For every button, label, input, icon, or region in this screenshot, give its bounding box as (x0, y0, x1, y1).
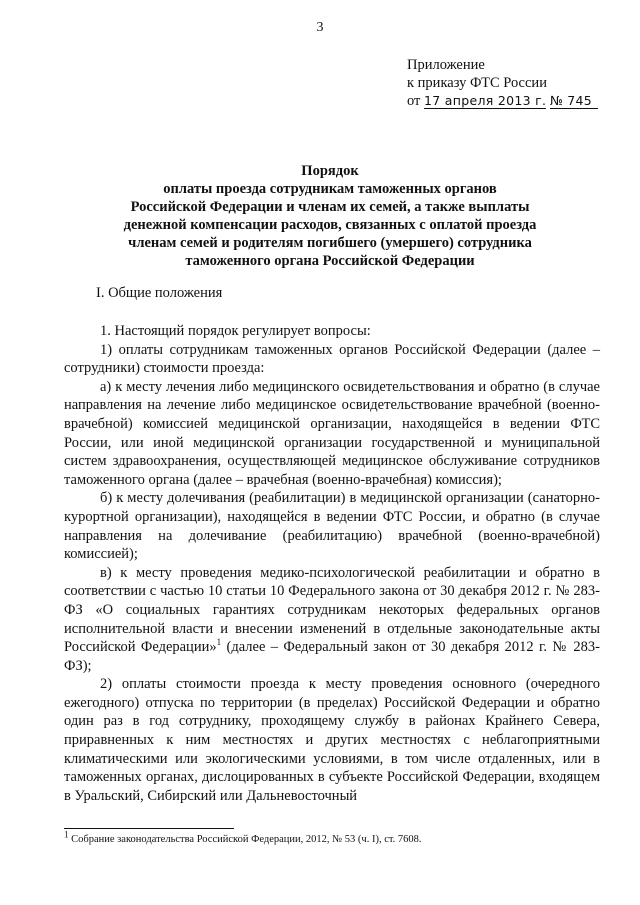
footnote-divider (64, 828, 234, 829)
footnote-marker: 1 (64, 829, 69, 840)
title-line: Порядок (301, 163, 359, 179)
title-line: оплаты проезда сотрудникам таможенных органов (163, 181, 497, 197)
paragraph: 2) оплаты стоимости проезда к месту проведения основного (очередного ежегодного) отпуска по территории (в пределах) Российской Федерации и обратно один раз в год сотруднику, проходящему службу в районах Крайнего Севера, приравненных к ним местностях и других местностях с неблагоприятными климатическими или экологическими условиями, в том числе отдаленных, или в таможенных органах, дислоцированных в субъекте Российской Федерации, входящем в Уральский, Сибирский или Дальневосточный (64, 676, 600, 804)
appendix-block (407, 56, 598, 110)
footnote-reference[interactable]: 1 (216, 637, 222, 648)
paragraph (64, 564, 600, 676)
title-line: членам семей и родителям погибшего (умершего) сотрудника (128, 235, 532, 251)
document-body (64, 322, 600, 805)
paragraph: б) к месту долечивания (реабилитации) в медицинской организации (санаторно-курортной организации), находящейся в ведении ФТС России, и обратно (в случае направления на долечивание (реабилитацию) врачебной (военно-врачебной) комиссией); (64, 490, 600, 563)
title-line: таможенного органа Российской Федерации (185, 253, 475, 269)
appendix-label: Приложение (407, 57, 485, 73)
paragraph-text: в) к месту проведения медико-психологической реабилитации и обратно в соответствии с частью 10 статьи 10 Федерального закона от 30 декабря 2012 г. № 283-ФЗ «О социальных гарантиях сотрудникам некоторых федеральных органов исполнительной власти и внесении изменений в отдельные законодательные акты Российской Федерации» (64, 564, 600, 656)
appendix-number: 745 (563, 93, 598, 109)
title-line: денежной компенсации расходов, связанных с оплатой проезда (123, 217, 537, 233)
paragraph: 1. Настоящий порядок регулирует вопросы: (100, 323, 371, 339)
appendix-date-line (407, 92, 598, 110)
paragraph: 1) оплаты сотрудникам таможенных органов Российской Федерации (далее – сотрудники) стоимости проезда: (64, 341, 600, 377)
title-line: Российской Федерации и членам их семей, а также выплаты (130, 199, 530, 215)
page-number: 3 (316, 20, 324, 35)
appendix-date-prefix: от (407, 93, 421, 109)
section-heading: I. Общие положения (96, 285, 223, 301)
document-title (90, 162, 570, 270)
paragraph: а) к месту лечения либо медицинского освидетельствования и обратно (в случае направления на лечение либо медицинское освидетельствование врачебной (военно-врачебной) комиссией медицинской организации, находящейся в ведении ФТС России, или иной медицинской организации государственной и муниципальной систем здравоохранения, осуществляющей медицинское обслуживание сотрудников таможенного органа (далее – врачебная (военно-врачебная) комиссия); (64, 378, 600, 488)
appendix-order-ref: к приказу ФТС России (407, 75, 547, 91)
footnote (64, 829, 422, 845)
appendix-date: 17 апреля 2013 г. (424, 93, 547, 108)
paragraph-text: (далее – Федеральный закон от 30 декабря 2012 г. № 283-ФЗ); (64, 639, 600, 674)
footnote-text: Собрание законодательства Российской Федерации, 2012, № 53 (ч. I), ст. 7608. (68, 834, 422, 845)
appendix-number-sign: № (549, 93, 564, 108)
